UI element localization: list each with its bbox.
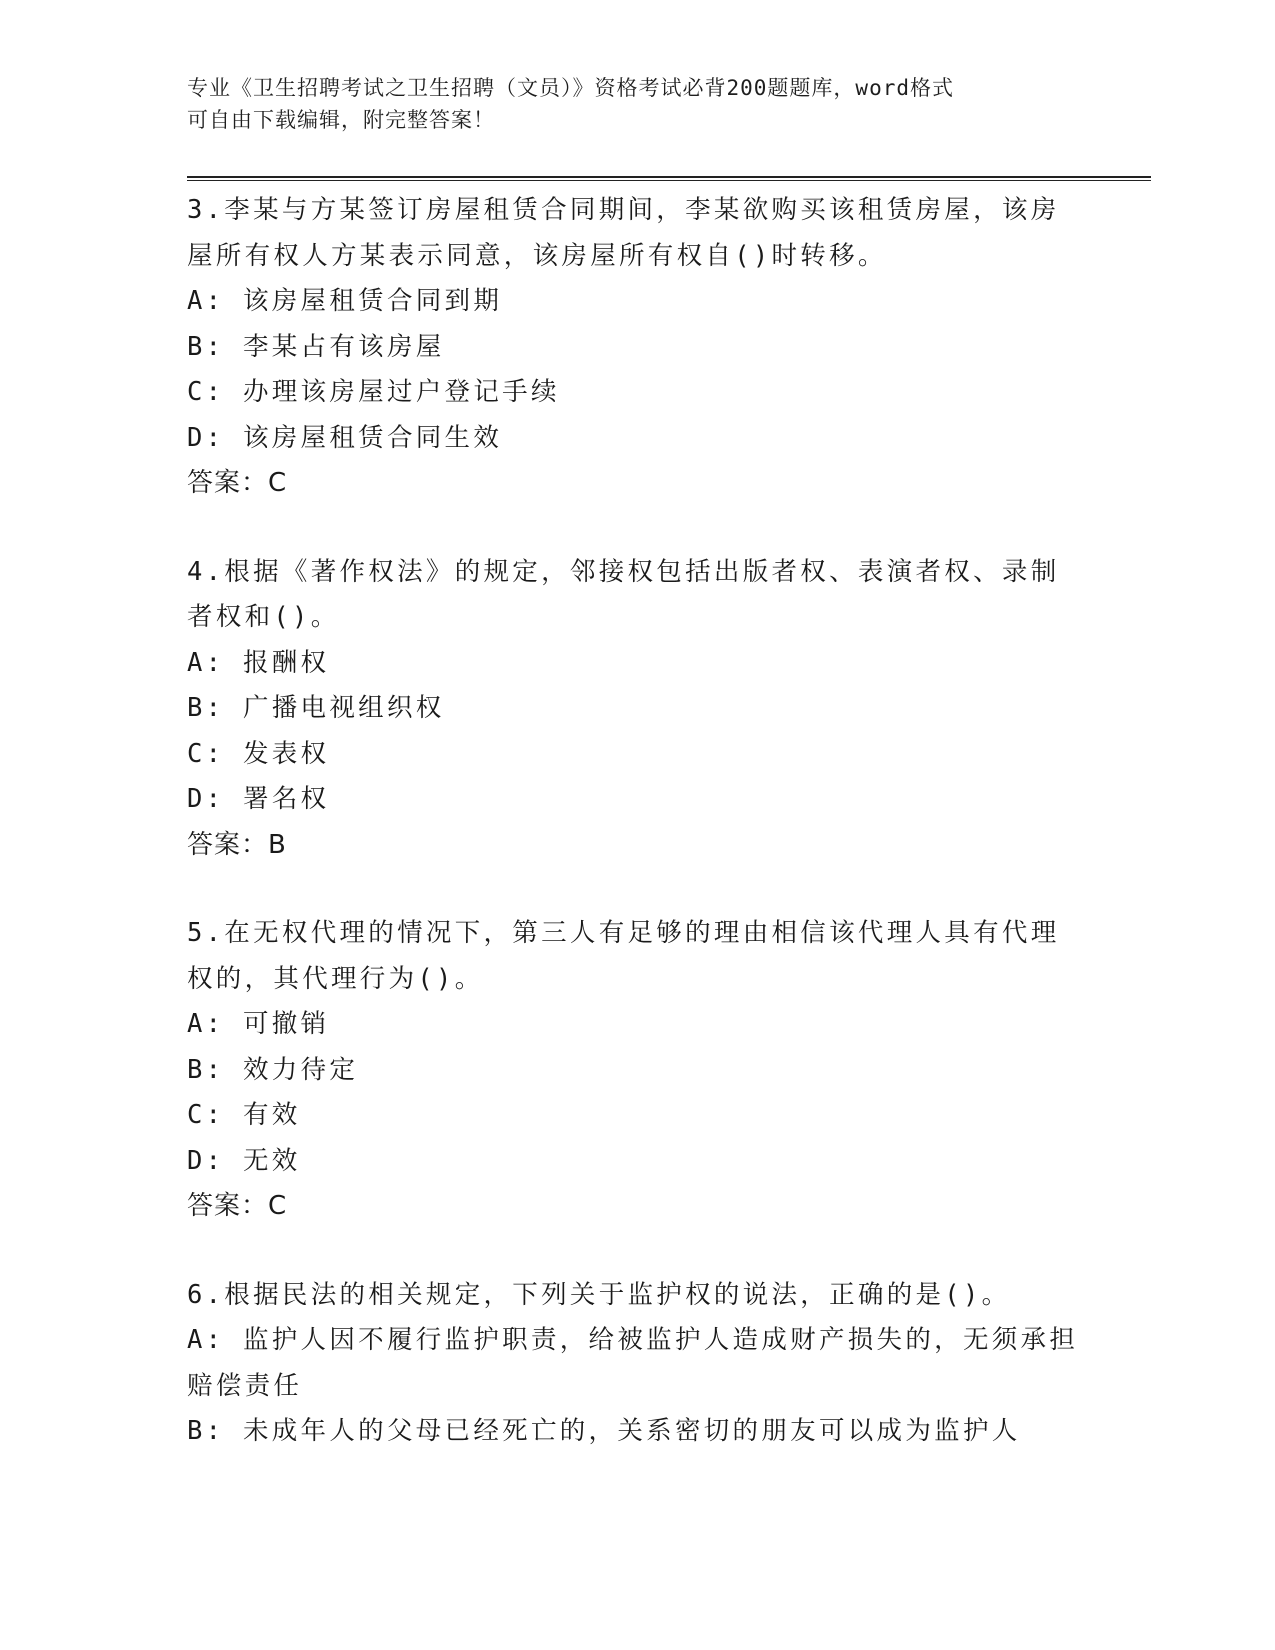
question-list (187, 188, 1087, 1455)
option-a: A: 监护人因不履行监护职责，给被监护人造成财产损失的，无须承担 (187, 1325, 1079, 1355)
option-a-continued: 赔偿责任 (187, 1370, 303, 1401)
option-b: B: 未成年人的父母已经死亡的，关系密切的朋友可以成为监护人 (187, 1416, 1021, 1446)
answer-line: 答案：C (187, 1191, 288, 1221)
question-stem-line: 6.根据民法的相关规定，下列关于监护权的说法，正确的是()。 (187, 1279, 1011, 1310)
answer-line: 答案：C (187, 468, 288, 498)
question-gap (187, 507, 1087, 550)
option-b: B: 效力待定 (187, 1054, 359, 1085)
question-gap (187, 1230, 1087, 1273)
question-stem-line: 屋所有权人方某表示同意，该房屋所有权自()时转移。 (187, 240, 887, 271)
question-6 (187, 1273, 1087, 1455)
header-divider (187, 176, 1151, 181)
question-stem-line: 4.根据《著作权法》的规定，邻接权包括出版者权、表演者权、录制 (187, 556, 1060, 587)
option-d: D: 无效 (187, 1145, 301, 1176)
option-c: C: 有效 (187, 1100, 301, 1130)
answer-line: 答案：B (187, 829, 287, 860)
header-line-1: 专业《卫生招聘考试之卫生招聘（文员）》资格考试必背200题题库，word格式 (187, 76, 954, 100)
option-a: A: 该房屋租赁合同到期 (187, 286, 503, 316)
question-stem-line: 者权和()。 (187, 602, 340, 632)
question-stem-line: 权的，其代理行为()。 (187, 963, 484, 994)
option-c: C: 办理该房屋过户登记手续 (187, 377, 560, 407)
question-4 (187, 550, 1087, 869)
option-c: C: 发表权 (187, 738, 330, 769)
question-stem-line: 5.在无权代理的情况下，第三人有足够的理由相信该代理人具有代理 (187, 918, 1060, 948)
option-a: A: 可撤销 (187, 1009, 330, 1039)
option-b: B: 李某占有该房屋 (187, 331, 445, 362)
option-d: D: 该房屋租赁合同生效 (187, 422, 503, 453)
question-gap (187, 868, 1087, 911)
question-stem-line: 3.李某与方某签订房屋租赁合同期间，李某欲购买该租赁房屋，该房 (187, 195, 1060, 225)
question-3 (187, 188, 1087, 507)
option-a: A: 报酬权 (187, 647, 330, 678)
document-header (187, 72, 1087, 136)
question-5 (187, 911, 1087, 1230)
header-line-2: 可自由下载编辑，附完整答案！ (187, 108, 495, 132)
option-d: D: 署名权 (187, 784, 330, 814)
option-b: B: 广播电视组织权 (187, 693, 445, 723)
